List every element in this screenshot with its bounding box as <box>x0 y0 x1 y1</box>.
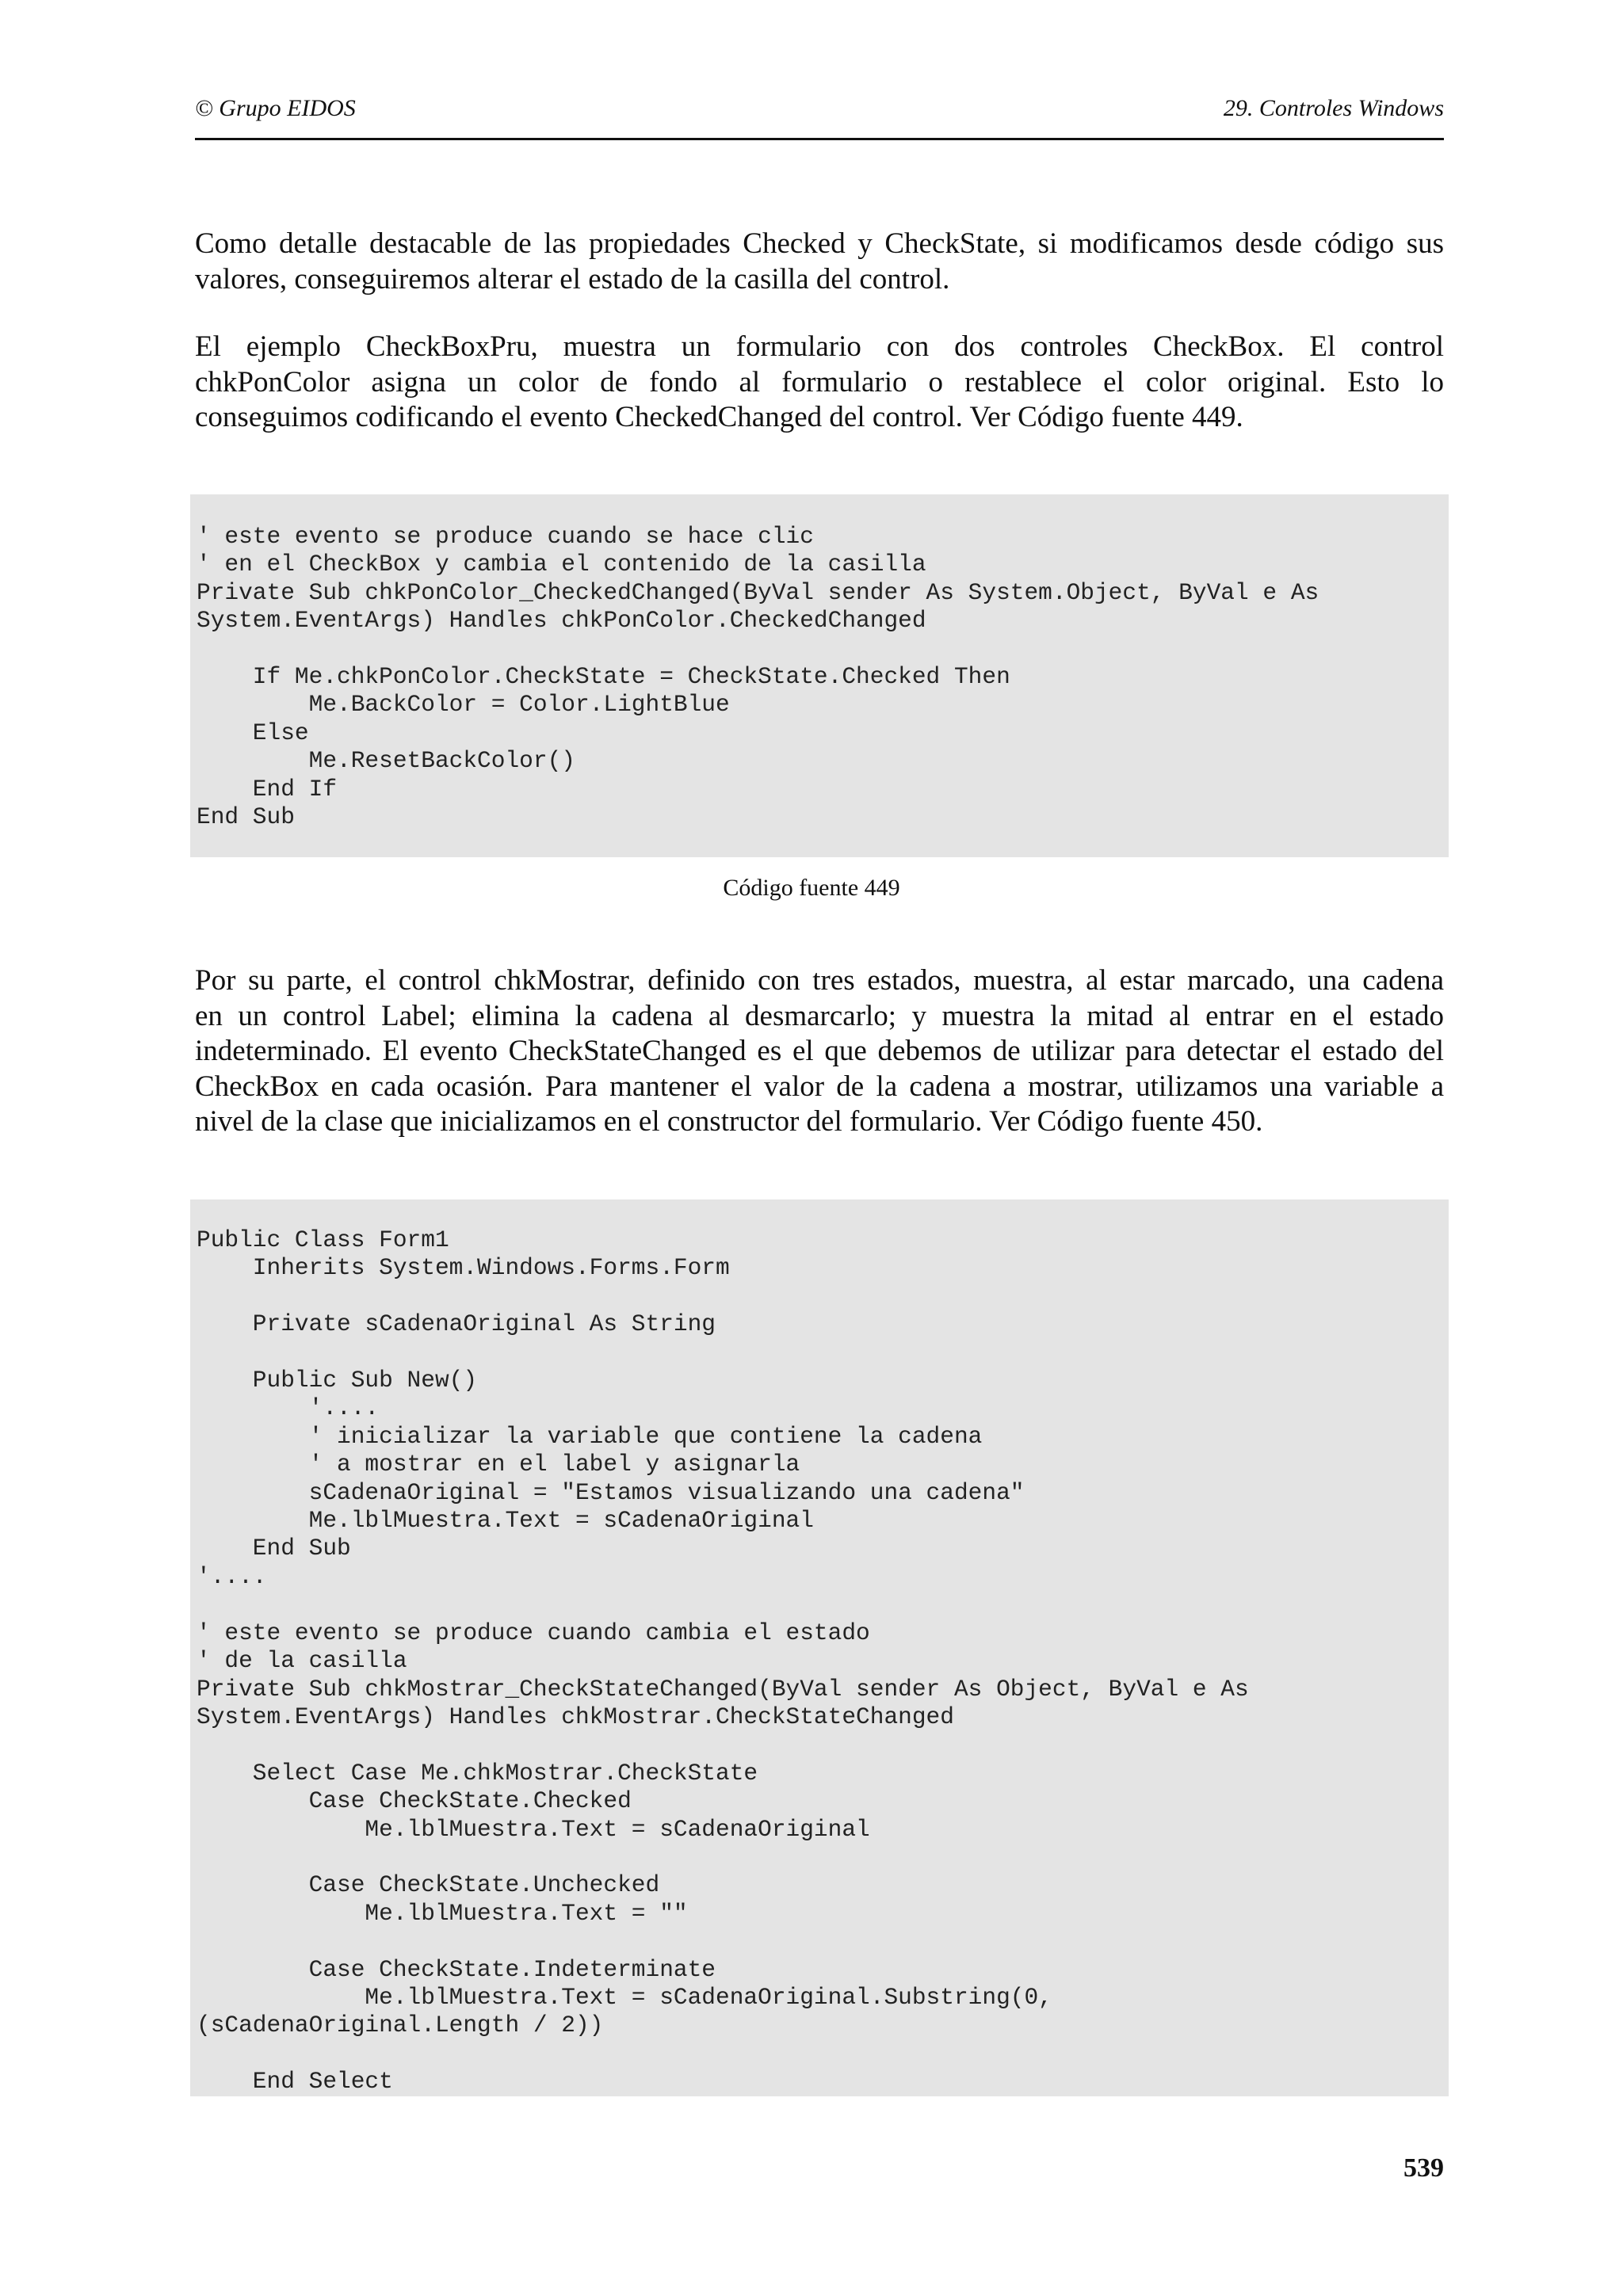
paragraph-line: CheckBox en cada ocasión. Para mantener el valor de la cadena a mostrar, utilizamos una variable a <box>195 1070 1444 1103</box>
code-listing: Public Class Form1 Inherits System.Windows.Forms.Form Private sCadenaOriginal As String Public Sub New() '.... ' inicializar la variable que contiene la cadena ' a mostrar en el label y asignarla sCadenaOriginal = "Estamos visualizando una cadena" Me.lblMuestra.Text = sCadenaOriginal End Sub '.... ' este evento se produce cuando cambia el estado ' de la casilla Private Sub chkMostrar_CheckStateChanged(ByVal sender As Object, ByVal e As System.EventArgs) Handles chkMostrar.CheckStateChanged Select Case Me.chkMostrar.CheckState Case CheckState.Checked Me.lblMuestra.Text = sCadenaOriginal Case CheckState.Unchecked Me.lblMuestra.Text = "" Case CheckState.Indeterminate Me.lblMuestra.Text = sCadenaOriginal.Substring(0, (sCadenaOriginal.Length / 2)) End Select <box>197 1226 1249 2096</box>
page-number: 539 <box>1403 2153 1444 2183</box>
code-block-449 <box>190 494 1449 857</box>
header-divider <box>195 138 1444 140</box>
running-header-left: © Grupo EIDOS <box>195 95 356 121</box>
paragraph-line: valores, conseguiremos alterar el estado de la casilla del control. <box>195 262 950 296</box>
paragraph-line: chkPonColor asigna un color de fondo al formulario o restablece el color original. Esto lo <box>195 365 1444 399</box>
paragraph-3 <box>195 963 1444 1140</box>
paragraph-line: indeterminado. El evento CheckStateChanged es el que debemos de utilizar para detectar el estado del <box>195 1035 1444 1067</box>
paragraph-2 <box>195 330 1444 436</box>
paragraph-line: en un control Label; elimina la cadena al desmarcarlo; y muestra la mitad al entrar en el estado <box>195 999 1444 1032</box>
paragraph-line: conseguimos codificando el evento CheckedChanged del control. Ver Código fuente 449. <box>195 401 1243 433</box>
code-block-450 <box>190 1199 1449 2096</box>
code-listing: ' este evento se produce cuando se hace clic ' en el CheckBox y cambia el contenido de la casilla Private Sub chkPonColor_CheckedChanged(ByVal sender As System.Object, ByVal e As System.EventArgs) Handles chkPonColor.CheckedChanged If Me.chkPonColor.CheckState = CheckState.Checked Then Me.BackColor = Color.LightBlue Else Me.ResetBackColor() End If End Sub <box>197 523 1319 831</box>
paragraph-1 <box>195 227 1444 297</box>
paragraph-line: Como detalle destacable de las propiedades Checked y CheckState, si modificamos desde código sus <box>195 227 1444 260</box>
paragraph-line: Por su parte, el control chkMostrar, definido con tres estados, muestra, al estar marcado, una cadena <box>195 964 1444 997</box>
running-header-right: 29. Controles Windows <box>1223 95 1444 121</box>
code-caption-449: Código fuente 449 <box>723 875 900 901</box>
paragraph-line: El ejemplo CheckBoxPru, muestra un formulario con dos controles CheckBox. El control <box>195 330 1444 363</box>
paragraph-line: nivel de la clase que inicializamos en el constructor del formulario. Ver Código fuente 450. <box>195 1105 1263 1138</box>
